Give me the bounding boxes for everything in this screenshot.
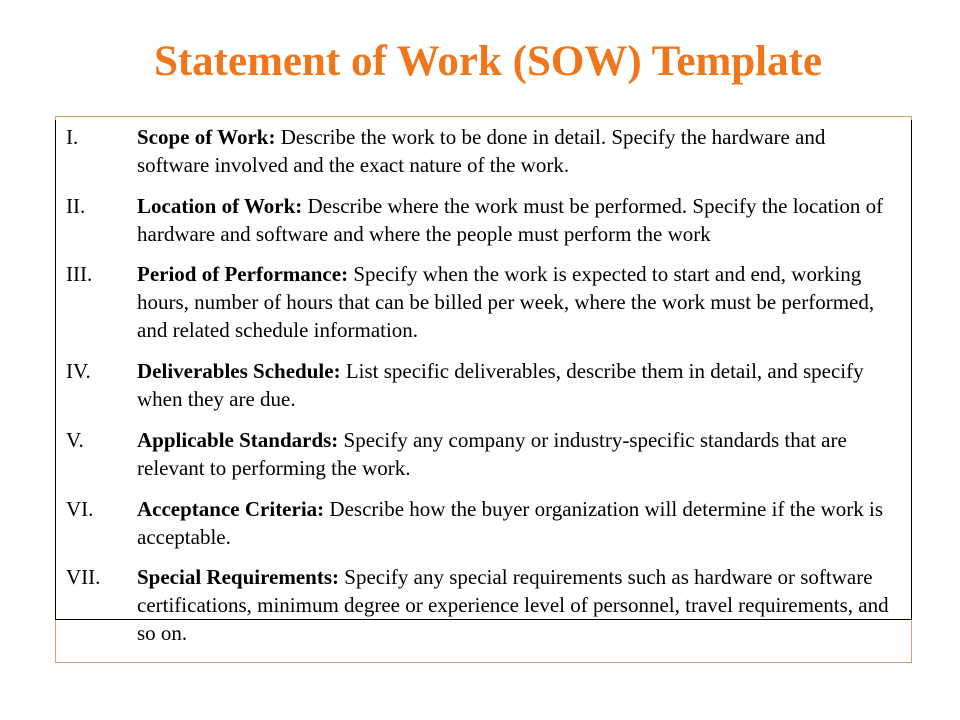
page-title: Statement of Work (SOW) Template bbox=[153, 38, 823, 85]
section-description: Describe where the work must be performed. Specify the location of hardware and software and where the people must perform the work bbox=[137, 194, 884, 246]
section-description: Specify when the work is expected to start and end, working hours, number of hours that can be billed per week, where the work must be performed, and related schedule information. bbox=[137, 262, 875, 342]
section-description: List specific deliverables, describe them in detail, and specify when they are due. bbox=[137, 359, 864, 411]
section-numeral: II. bbox=[66, 194, 86, 218]
section-text bbox=[137, 260, 902, 344]
section-numeral: VII. bbox=[66, 565, 101, 589]
section-term: Location of Work: bbox=[137, 194, 303, 218]
section-numeral: V. bbox=[66, 428, 84, 452]
section-text bbox=[137, 192, 902, 248]
section-text bbox=[137, 563, 902, 647]
section-term: Deliverables Schedule: bbox=[137, 359, 341, 383]
section-text bbox=[137, 495, 902, 551]
section-text bbox=[137, 357, 902, 413]
section-description: Specify any special requirements such as hardware or software certifications, minimum degree or experience level of personnel, travel requirements, and so on. bbox=[137, 565, 889, 645]
section-description: Specify any company or industry-specific standards that are relevant to performing the work. bbox=[137, 428, 847, 480]
section-term: Acceptance Criteria: bbox=[137, 497, 325, 521]
section-description: Describe how the buyer organization will determine if the work is acceptable. bbox=[137, 497, 884, 549]
section-term: Period of Performance: bbox=[137, 262, 349, 286]
section-text bbox=[137, 426, 902, 482]
section-term: Special Requirements: bbox=[137, 565, 340, 589]
section-numeral: IV. bbox=[66, 359, 91, 383]
section-text bbox=[137, 123, 902, 179]
section-numeral: VI. bbox=[66, 497, 94, 521]
section-numeral: I. bbox=[66, 125, 79, 149]
section-term: Applicable Standards: bbox=[137, 428, 339, 452]
section-term: Scope of Work: bbox=[137, 125, 276, 149]
section-description: Describe the work to be done in detail. Specify the hardware and software involved and the exact nature of the work. bbox=[137, 125, 826, 177]
section-numeral: III. bbox=[66, 262, 93, 286]
